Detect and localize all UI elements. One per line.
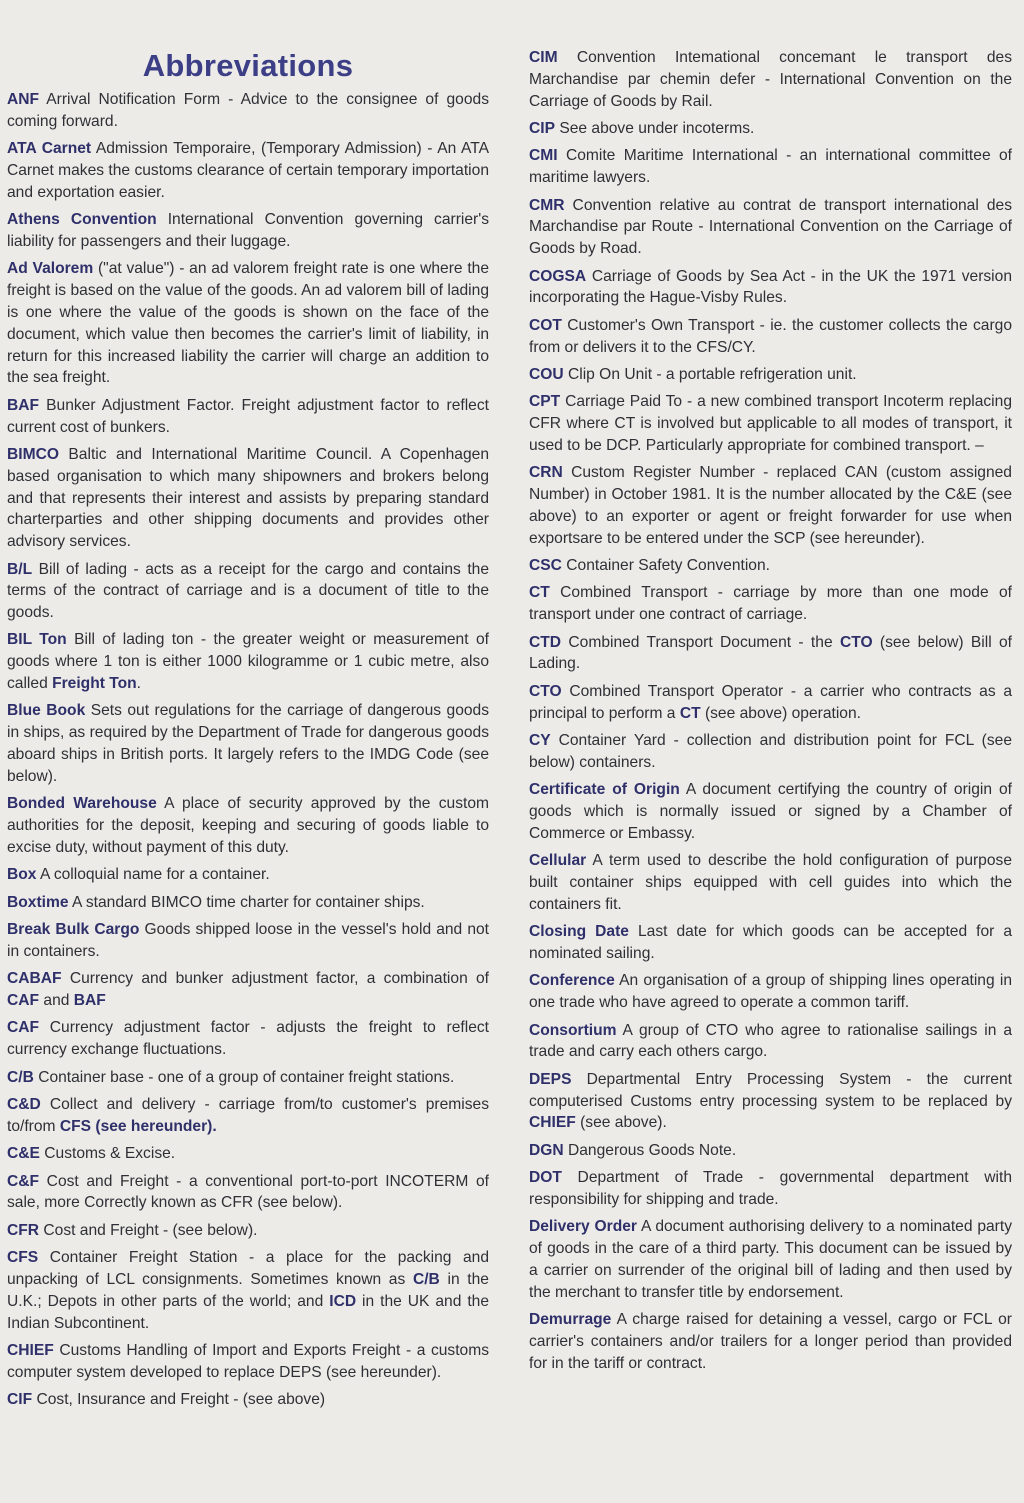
glossary-definition: Combined Transport Document - the (561, 633, 840, 651)
glossary-definition: Container Safety Convention. (561, 557, 770, 575)
glossary-term: CMR (529, 196, 565, 214)
glossary-definition: (see above). (575, 1114, 667, 1132)
glossary-term: BAF (7, 396, 40, 414)
glossary-entry-bonded-warehouse (7, 793, 489, 858)
glossary-reference: CT (679, 704, 701, 722)
glossary-entry-caf (7, 1017, 489, 1061)
glossary-term: DEPS (529, 1070, 572, 1088)
glossary-entry-cfs (7, 1247, 489, 1334)
glossary-entry-cim (529, 47, 1012, 112)
glossary-entry-cfr (7, 1220, 489, 1242)
glossary-term: Bonded Warehouse (7, 795, 157, 813)
glossary-term: CFR (7, 1221, 40, 1239)
glossary-definition: See above under incoterms. (555, 119, 755, 137)
glossary-term: CTD (529, 633, 562, 651)
glossary-term: C/B (7, 1068, 34, 1086)
glossary-entry-cpt (529, 391, 1012, 456)
glossary-definition: (see below) Bill of Lading. (529, 633, 1012, 673)
glossary-definition: Currency adjustment factor - adjusts the freight to reflect currency exchange fluctuations. (7, 1019, 489, 1059)
glossary-entry-crn (529, 462, 1012, 549)
glossary-term: CTO (529, 682, 562, 700)
glossary-definition: A place of security approved by the custom authorities for the deposit, keeping and securing of goods liable to excise duty, without payment of this duty. (7, 795, 490, 856)
glossary-definition: Comite Maritime International - an international committee of maritime lawyers. (529, 147, 1012, 187)
glossary-entry-cto (529, 681, 1012, 725)
glossary-reference: C/B (412, 1270, 440, 1288)
glossary-definition: in the U.K.; Depots in other parts of the world; and (7, 1270, 489, 1310)
glossary-entry-c-b (7, 1067, 489, 1089)
glossary-definition: Carriage of Goods by Sea Act - in the UK the 1971 version incorporating the Hague-Visby Rules. (529, 267, 1012, 307)
glossary-entry-certificate-of-origin (529, 779, 1012, 844)
left-column (7, 0, 489, 1416)
glossary-reference: CTO (839, 633, 873, 651)
glossary-term: Demurrage (529, 1311, 612, 1329)
glossary-term: CMI (529, 147, 558, 165)
glossary-definition: Department of Trade - governmental department with responsibility for shipping and trade. (529, 1169, 1012, 1208)
glossary-entry-cip (529, 118, 1012, 140)
glossary-entry-ct (529, 582, 1012, 626)
glossary-entry-ad-valorem (7, 258, 489, 389)
glossary-entry-cogsa (529, 266, 1012, 310)
glossary-reference: CFS (see hereunder). (59, 1117, 217, 1135)
glossary-entry-deps (529, 1069, 1012, 1134)
glossary-definition: Cost, Insurance and Freight - (see above) (32, 1391, 326, 1409)
glossary-definition: Container Yard - collection and distribution point for FCL (see below) containers. (529, 732, 1012, 771)
glossary-definition: Cost and Freight - (see below). (39, 1221, 258, 1239)
glossary-entry-dgn (529, 1140, 1012, 1162)
glossary-entry-c-e (7, 1143, 489, 1165)
glossary-definition: Dangerous Goods Note. (563, 1141, 737, 1159)
glossary-term: CHIEF (7, 1341, 54, 1359)
glossary-entry-c-f (7, 1171, 489, 1215)
glossary-term: B/L (7, 560, 33, 578)
glossary-term: Cellular (529, 852, 587, 870)
glossary-entry-demurrage (529, 1309, 1012, 1374)
glossary-term: Boxtime (7, 893, 69, 911)
glossary-entry-csc (529, 555, 1012, 577)
glossary-definition: Carriage Paid To - a new combined transport Incoterm replacing CFR where CT is involved but applicable to all modes of transport, it used to be DCP. Particularly appropriate for combined transport. – (529, 393, 1012, 454)
glossary-term: CSC (529, 557, 562, 575)
glossary-definition: in the UK and the Indian Subcontinent. (7, 1292, 489, 1332)
glossary-term: Conference (529, 972, 615, 990)
glossary-entry-delivery-order (529, 1216, 1012, 1303)
glossary-entry-bil-ton (7, 629, 489, 694)
column-top-spacer (529, 0, 1012, 47)
glossary-reference: ICD (329, 1292, 357, 1310)
glossary-definition: ("at value") - an ad valorem freight rate is one where the freight is based on the value of the goods. An ad valorem bill of lading is one where the value of the goods is shown on the face of the document, which value then becomes the carrier's limit of liability, in return for this increased liability the carrier will charge an addition to the sea freight. (7, 260, 489, 387)
glossary-definition: Combined Transport Operator - a carrier who contracts as a principal to perform a (529, 682, 1012, 722)
glossary-entry-dot (529, 1167, 1012, 1211)
glossary-definition: Sets out regulations for the carriage of dangerous goods in ships, as required by the Department of Trade for dangerous goods aboard ships in British ports. It largely refers to the IMDG Code (see below). (7, 702, 490, 785)
glossary-definition: Collect and delivery - carriage from/to customer's premises to/from (7, 1095, 489, 1135)
glossary-definition: Clip On Unit - a portable refrigeration unit. (563, 365, 857, 383)
glossary-definition: . (136, 675, 142, 693)
glossary-term: Ad Valorem (7, 260, 94, 278)
glossary-definition: Combined Transport - carriage by more than one mode of transport under one contract of carriage. (529, 584, 1012, 624)
glossary-term: Athens Convention (7, 211, 157, 229)
glossary-definition: A term used to describe the hold configuration of purpose built container ships equipped with cell guides into which the containers fit. (529, 852, 1012, 913)
glossary-term: CT (529, 584, 550, 602)
glossary-definition: Customs Handling of Import and Exports Freight - a customs computer system developed to replace DEPS (see hereunder). (7, 1341, 489, 1381)
glossary-term: Blue Book (7, 702, 86, 720)
glossary-definition: Bill of lading - acts as a receipt for the cargo and contains the terms of the contract of carriage and is a document of title to the goods. (7, 560, 489, 622)
glossary-term: CIP (529, 119, 555, 137)
glossary-term: CY (529, 732, 551, 750)
glossary-term: BIL Ton (7, 631, 67, 649)
glossary-entry-consortium (529, 1020, 1012, 1064)
glossary-definition: Customer's Own Transport - ie. the customer collects the cargo from or delivers it to the CFS/CY. (529, 316, 1012, 356)
glossary-definition: Convention Intemational concemant le transport des Marchandise par chemin defer - International Convention on the Carriage of Goods by Rail. (529, 49, 1012, 110)
glossary-entry-cellular (529, 850, 1012, 915)
glossary-definition: A standard BIMCO time charter for container ships. (68, 893, 425, 911)
glossary-entry-ctd (529, 632, 1012, 676)
glossary-term: C&F (7, 1172, 40, 1190)
glossary-entry-conference (529, 970, 1012, 1014)
glossary-reference: CHIEF (529, 1114, 576, 1132)
right-column (529, 0, 1012, 1380)
page-title: Abbreviations (142, 48, 354, 83)
glossary-term: ANF (7, 91, 40, 108)
glossary-entry-ata-carnet (7, 138, 489, 203)
glossary-term: Delivery Order (529, 1218, 637, 1236)
glossary-entry-baf (7, 395, 489, 439)
glossary-term: CFS (7, 1249, 39, 1267)
glossary-entry-closing-date (529, 921, 1012, 965)
glossary-term: C&D (7, 1095, 41, 1113)
glossary-entry-cou (529, 364, 1012, 386)
glossary-entry-bimco (7, 444, 489, 553)
glossary-term: CABAF (7, 970, 62, 988)
glossary-definition: A document certifying the country of origin of goods which is normally issued or signed by a Chamber of Commerce or Embassy. (529, 781, 1012, 842)
glossary-entry-chief (7, 1340, 489, 1384)
glossary-entry-box (7, 864, 489, 886)
glossary-term: CIF (7, 1391, 33, 1409)
glossary-entry-cmr (529, 195, 1012, 260)
glossary-term: COU (529, 365, 564, 383)
glossary-entry-cmi (529, 145, 1012, 189)
glossary-definition: A group of CTO who agree to rationalise sailings in a trade and carry each others cargo. (529, 1021, 1012, 1061)
glossary-entry-cot (529, 315, 1012, 359)
glossary-term: Box (7, 866, 37, 884)
glossary-definition: and (39, 992, 74, 1009)
glossary-entry-anf (7, 89, 489, 133)
glossary-entry-boxtime (7, 892, 489, 914)
glossary-definition: Arrival Notification Form - Advice to the consignee of goods coming forward. (7, 91, 489, 130)
glossary-definition: Goods shipped loose in the vessel's hold and not in containers. (7, 921, 489, 960)
glossary-term: BIMCO (7, 445, 59, 463)
glossary-definition: (see above) operation. (700, 704, 861, 722)
glossary-term: COGSA (529, 267, 587, 285)
glossary-definition: Cost and Freight - a conventional port-to-port INCOTERM of sale, more Correctly known as CFR (see below). (7, 1172, 489, 1212)
glossary-definition: Convention relative au contrat de transport international des Marchandise par Route - International Convention on the Carriage of Goods by Road. (529, 196, 1012, 258)
glossary-term: CIM (529, 49, 558, 66)
glossary-term: Closing Date (529, 923, 629, 941)
glossary-entry-cabaf (7, 968, 489, 1012)
glossary-definition: Custom Register Number - replaced CAN (custom assigned Number) in October 1981. It is the number allocated by the C&E (see above) to an exporter or agent or freight forwarder for use when exportsare to be entered under the SCP (see hereunder). (529, 464, 1012, 547)
glossary-term: CPT (529, 393, 561, 411)
glossary-entry-athens-convention (7, 209, 489, 253)
glossary-definition: Departmental Entry Processing System - the current computerised Customs entry processing system to be replaced by (529, 1070, 1012, 1110)
glossary-reference: CAF (7, 992, 40, 1009)
glossary-reference: BAF (73, 992, 106, 1009)
glossary-term: Certificate of Origin (529, 781, 680, 799)
glossary-entry-cy (529, 730, 1012, 774)
glossary-definition: Last date for which goods can be accepted for a nominated sailing. (529, 923, 1012, 962)
glossary-term: CAF (7, 1019, 40, 1037)
glossary-term: Consortium (529, 1021, 617, 1039)
glossary-entry-cif (7, 1389, 489, 1411)
glossary-definition: Container base - one of a group of container freight stations. (33, 1068, 455, 1086)
glossary-term: ATA Carnet (7, 140, 92, 158)
glossary-term: COT (529, 316, 562, 334)
glossary-entry-c-d (7, 1094, 489, 1138)
glossary-definition: Container Freight Station - a place for the packing and unpacking of LCL consignments. Sometimes known as (7, 1249, 489, 1288)
glossary-entry-blue-book (7, 700, 489, 787)
glossary-entry-break-bulk-cargo (7, 919, 489, 963)
glossary-term: DGN (529, 1141, 564, 1159)
glossary-definition: Bunker Adjustment Factor. Freight adjustment factor to reflect current cost of bunkers. (7, 396, 489, 436)
glossary-definition: Baltic and International Maritime Council. A Copenhagen based organisation to which many shipowners and brokers belong and that represents their interest and assists by preparing standard charterparties and other shipping documents and provides other advisory services. (7, 445, 489, 551)
glossary-definition: An organisation of a group of shipping lines operating in one trade who have agreed to operate a common tariff. (529, 972, 1012, 1012)
glossary-reference: Freight Ton (52, 675, 137, 693)
glossary-definition: Bill of lading ton - the greater weight or measurement of goods where 1 ton is either 1000 kilogramme or 1 cubic metre, also called (7, 631, 489, 693)
glossary-definition: A charge raised for detaining a vessel, cargo or FCL or carrier's containers and/or trailers for a longer period than provided for in the tariff or contract. (529, 1311, 1012, 1372)
glossary-term: DOT (529, 1169, 562, 1187)
glossary-term: C&E (7, 1145, 40, 1163)
glossary-definition: International Convention governing carrier's liability for passengers and their luggage. (7, 211, 489, 250)
glossary-entry-b-l (7, 559, 489, 624)
glossary-term: CRN (529, 464, 563, 482)
glossary-definition: Currency and bunker adjustment factor, a combination of (61, 970, 489, 988)
glossary-definition: A colloquial name for a container. (36, 866, 270, 884)
glossary-definition: Customs & Excise. (39, 1145, 176, 1163)
glossary-term: Break Bulk Cargo (7, 921, 140, 939)
glossary-definition: Admission Temporaire, (Temporary Admission) - An ATA Carnet makes the customs clearance of certain temporary importation and exportation easier. (7, 140, 489, 201)
glossary-definition: A document authorising delivery to a nominated party of goods in the care of a third party. This document can be issued by a carrier on surrender of the original bill of lading and then used by the merchant to transfer title by endorsement. (529, 1218, 1012, 1301)
